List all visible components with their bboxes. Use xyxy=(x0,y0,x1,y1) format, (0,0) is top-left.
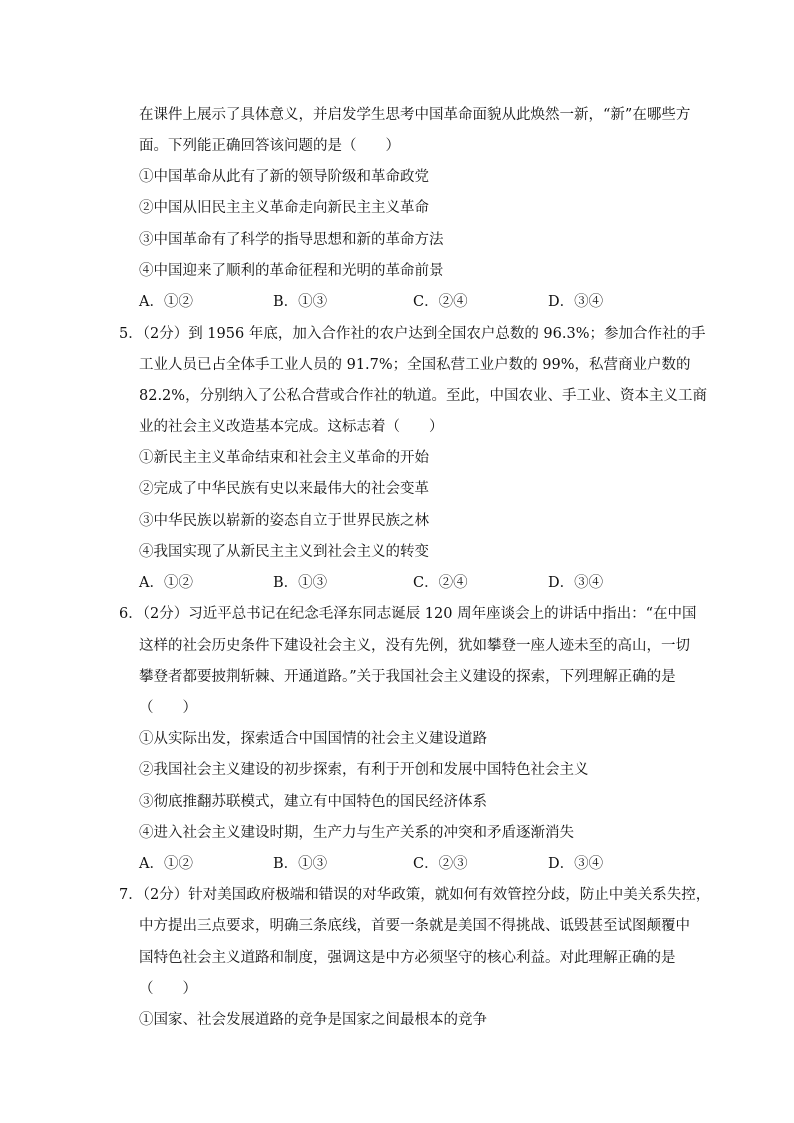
text-line: 82.2%，分别纳入了公私合营或合作社的轨道。至此，中国农业、手工业、资本主义工商 xyxy=(139,388,708,404)
text-line: ①国家、社会发展道路的竞争是国家之间最根本的竞争 xyxy=(139,1012,487,1028)
question-stem-line: 5．（2分）到 1956 年底，加入合作社的农户达到全国农户总数的 96.3%；参加合作社的手 xyxy=(119,326,706,342)
choice-d: D．③④ xyxy=(548,294,604,310)
choice-a: A．①② xyxy=(139,856,193,872)
text-line: ③中国革命有了科学的指导思想和新的革命方法 xyxy=(139,232,444,248)
choice-b: B．①③ xyxy=(273,856,328,872)
text-line: （ ） xyxy=(139,981,197,997)
choice-d: D．③④ xyxy=(548,856,604,872)
text-line: ④我国实现了从新民主主义到社会主义的转变 xyxy=(139,544,429,560)
text-line: ③彻底推翻苏联模式，建立有中国特色的国民经济体系 xyxy=(139,794,487,810)
text-line: ④进入社会主义建设时期，生产力与生产关系的冲突和矛盾逐渐消失 xyxy=(139,825,574,841)
choice-d: D．③④ xyxy=(548,575,604,591)
choice-c: C．②④ xyxy=(413,575,468,591)
text-line: 这样的社会历史条件下建设社会主义，没有先例，犹如攀登一座人迹未至的高山，一切 xyxy=(139,638,690,654)
text-line: 工业人员已占全体手工业人员的 91.7%；全国私营工业户数的 99%，私营商业户数的 xyxy=(139,357,691,373)
text-line: 在课件上展示了具体意义，并启发学生思考中国革命面貌从此焕然一新，“新”在哪些方 xyxy=(139,107,691,123)
choice-c: C．②④ xyxy=(413,294,468,310)
text-line: ①从实际出发，探索适合中国国情的社会主义建设道路 xyxy=(139,731,487,747)
text-line: 面。下列能正确回答该问题的是（ ） xyxy=(139,138,400,154)
text-line: ③中华民族以崭新的姿态自立于世界民族之林 xyxy=(139,513,429,529)
text-line: ②我国社会主义建设的初步探索，有利于开创和发展中国特色社会主义 xyxy=(139,762,589,778)
question-stem-line: 7．（2分）针对美国政府极端和错误的对华政策，就如何有效管控分歧，防止中美关系失控， xyxy=(119,887,711,903)
text-line: 中方提出三点要求，明确三条底线，首要一条就是美国不得挑战、诋毁甚至试图颠覆中 xyxy=(139,918,690,934)
text-line: ④中国迎来了顺利的革命征程和光明的革命前景 xyxy=(139,263,444,279)
choice-c: C．②③ xyxy=(413,856,468,872)
choice-a: A．①② xyxy=(139,575,193,591)
text-line: （ ） xyxy=(139,700,197,716)
text-line: ①新民主主义革命结束和社会主义革命的开始 xyxy=(139,450,429,466)
text-line: 国特色社会主义道路和制度，强调这是中方必须坚守的核心利益。对此理解正确的是 xyxy=(139,950,676,966)
text-line: 业的社会主义改造基本完成。这标志着（ ） xyxy=(139,419,444,435)
text-line: 攀登者都要披荆斩棘、开通道路。”关于我国社会主义建设的探索，下列理解正确的是 xyxy=(139,669,676,685)
choice-b: B．①③ xyxy=(273,294,328,310)
choice-b: B．①③ xyxy=(273,575,328,591)
text-line: ①中国革命从此有了新的领导阶级和革命政党 xyxy=(139,169,429,185)
question-stem-line: 6．（2分）习近平总书记在纪念毛泽东同志诞辰 120 周年座谈会上的讲话中指出：“在中国 xyxy=(119,606,697,622)
text-line: ②中国从旧民主主义革命走向新民主主义革命 xyxy=(139,200,429,216)
choice-a: A．①② xyxy=(139,294,193,310)
text-line: ②完成了中华民族有史以来最伟大的社会变革 xyxy=(139,481,429,497)
